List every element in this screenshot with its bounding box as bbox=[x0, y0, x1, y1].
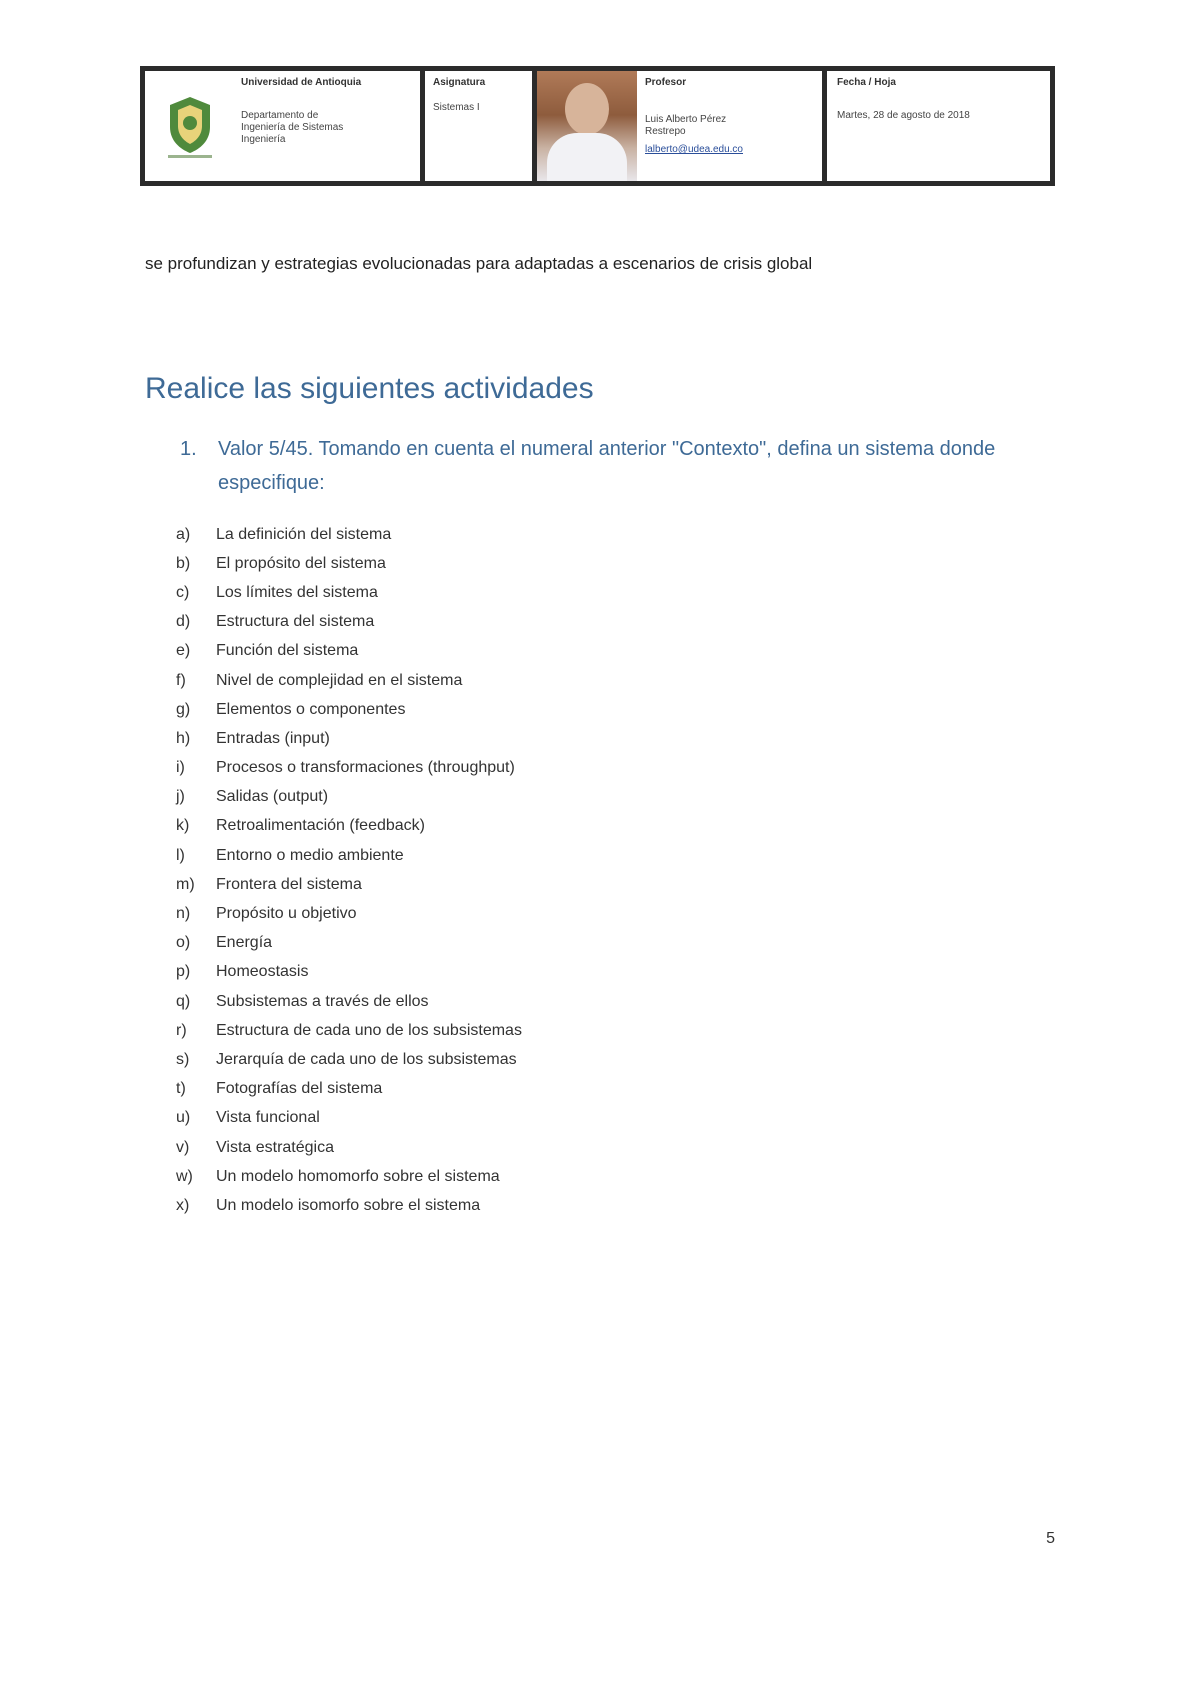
list-item bbox=[176, 1075, 876, 1104]
list-item-text: Homeostasis bbox=[216, 963, 309, 981]
list-item bbox=[176, 783, 876, 812]
list-item-text: Entradas (input) bbox=[216, 729, 330, 747]
list-item-text: Energía bbox=[216, 934, 273, 952]
institution-cell bbox=[145, 71, 420, 181]
list-item-text: Frontera del sistema bbox=[216, 875, 362, 893]
list-item bbox=[176, 841, 876, 870]
list-item-letter: x) bbox=[176, 1196, 190, 1214]
list-item-text: Entorno o medio ambiente bbox=[216, 846, 404, 864]
date-cell bbox=[822, 71, 1050, 181]
list-item bbox=[176, 1191, 876, 1220]
instructor-name: Restrepo bbox=[645, 126, 686, 137]
list-item bbox=[176, 1045, 876, 1074]
activity-list bbox=[176, 520, 876, 1221]
list-item-text: Procesos o transformaciones (throughput) bbox=[216, 759, 515, 777]
logo bbox=[145, 71, 235, 181]
list-item-text: Función del sistema bbox=[216, 642, 359, 660]
list-item bbox=[176, 608, 876, 637]
list-item-letter: g) bbox=[176, 700, 191, 718]
list-item-text: El propósito del sistema bbox=[216, 554, 386, 572]
list-item bbox=[176, 958, 876, 987]
list-item bbox=[176, 870, 876, 899]
instructor-name: Luis Alberto Pérez bbox=[645, 114, 727, 125]
list-item-letter: f) bbox=[176, 671, 186, 689]
date-label: Fecha / Hoja bbox=[837, 77, 896, 88]
list-item bbox=[176, 520, 876, 549]
list-item bbox=[176, 549, 876, 578]
list-item-letter: u) bbox=[176, 1109, 191, 1127]
list-item bbox=[176, 578, 876, 607]
department-line: Departamento de bbox=[241, 110, 319, 121]
page-number: 5 bbox=[1046, 1530, 1055, 1547]
list-item bbox=[176, 754, 876, 783]
list-item-letter: t) bbox=[176, 1080, 186, 1098]
list-item-text: Estructura de cada uno de los subsistemas bbox=[216, 1021, 522, 1039]
university-seal-icon bbox=[160, 91, 220, 161]
list-item-text: Propósito u objetivo bbox=[216, 905, 357, 923]
list-item-text: La definición del sistema bbox=[216, 525, 392, 543]
instructor-email-link[interactable]: lalberto@udea.edu.co bbox=[645, 144, 743, 155]
header-table bbox=[140, 66, 1055, 186]
list-item-letter: j) bbox=[176, 788, 185, 806]
instructor-photo bbox=[537, 71, 637, 181]
list-item-letter: e) bbox=[176, 642, 191, 660]
list-item-letter: v) bbox=[176, 1138, 190, 1156]
list-item-letter: k) bbox=[176, 817, 190, 835]
list-item bbox=[176, 1162, 876, 1191]
list-item-letter: o) bbox=[176, 934, 191, 952]
list-item-text: Nivel de complejidad en el sistema bbox=[216, 671, 463, 689]
section-heading: Realice las siguientes actividades bbox=[145, 372, 594, 405]
list-item-letter: r) bbox=[176, 1021, 187, 1039]
list-item-text: Los límites del sistema bbox=[216, 583, 378, 601]
list-item bbox=[176, 695, 876, 724]
list-item-text: Elementos o componentes bbox=[216, 700, 406, 718]
institution-title: Universidad de Antioquia bbox=[241, 77, 362, 88]
intro-paragraph: se profundizan y estrategias evolucionadas para adaptadas a escenarios de crisis global bbox=[145, 254, 813, 273]
list-item-text: Salidas (output) bbox=[216, 788, 329, 806]
list-item-letter: d) bbox=[176, 613, 191, 631]
list-item-letter: m) bbox=[176, 875, 195, 893]
list-item-letter: a) bbox=[176, 525, 191, 543]
list-item-letter: b) bbox=[176, 554, 191, 572]
list-item bbox=[176, 666, 876, 695]
list-item bbox=[176, 724, 876, 753]
task-item bbox=[180, 432, 1060, 500]
list-item bbox=[176, 899, 876, 928]
date-value: Martes, 28 de agosto de 2018 bbox=[837, 110, 970, 121]
course-label: Asignatura bbox=[433, 77, 486, 88]
list-item-letter: h) bbox=[176, 729, 191, 747]
list-item-letter: q) bbox=[176, 992, 191, 1010]
list-item-letter: w) bbox=[176, 1167, 193, 1185]
list-item-text: Retroalimentación (feedback) bbox=[216, 817, 425, 835]
department-line: Ingeniería de Sistemas bbox=[241, 122, 344, 133]
list-item-text: Subsistemas a través de ellos bbox=[216, 992, 429, 1010]
task-text: Valor 5/45. Tomando en cuenta el numeral anterior "Contexto", defina un sistema donde especifique: bbox=[218, 438, 996, 494]
list-item-letter: p) bbox=[176, 963, 191, 981]
list-item-letter: s) bbox=[176, 1050, 190, 1068]
list-item bbox=[176, 812, 876, 841]
list-item-letter: i) bbox=[176, 759, 185, 777]
list-item-letter: l) bbox=[176, 846, 185, 864]
list-item-text: Un modelo isomorfo sobre el sistema bbox=[216, 1196, 481, 1214]
list-item bbox=[176, 987, 876, 1016]
list-item-text: Fotografías del sistema bbox=[216, 1080, 383, 1098]
list-item-letter: n) bbox=[176, 905, 191, 923]
course-cell bbox=[420, 71, 532, 181]
list-item-text: Vista funcional bbox=[216, 1109, 320, 1127]
list-item bbox=[176, 1016, 876, 1045]
list-item-letter: c) bbox=[176, 583, 190, 601]
department-line: Ingeniería bbox=[241, 134, 286, 145]
course-code: Sistemas I bbox=[433, 102, 480, 113]
list-item bbox=[176, 1104, 876, 1133]
list-item-text: Vista estratégica bbox=[216, 1138, 334, 1156]
instructor-cell bbox=[532, 71, 822, 181]
list-item bbox=[176, 1133, 876, 1162]
instructor-label: Profesor bbox=[645, 77, 687, 88]
list-item-text: Estructura del sistema bbox=[216, 613, 375, 631]
list-item bbox=[176, 929, 876, 958]
list-item-text: Jerarquía de cada uno de los subsistemas bbox=[216, 1050, 517, 1068]
list-item-text: Un modelo homomorfo sobre el sistema bbox=[216, 1167, 500, 1185]
list-item bbox=[176, 637, 876, 666]
task-number: 1. bbox=[180, 438, 197, 460]
